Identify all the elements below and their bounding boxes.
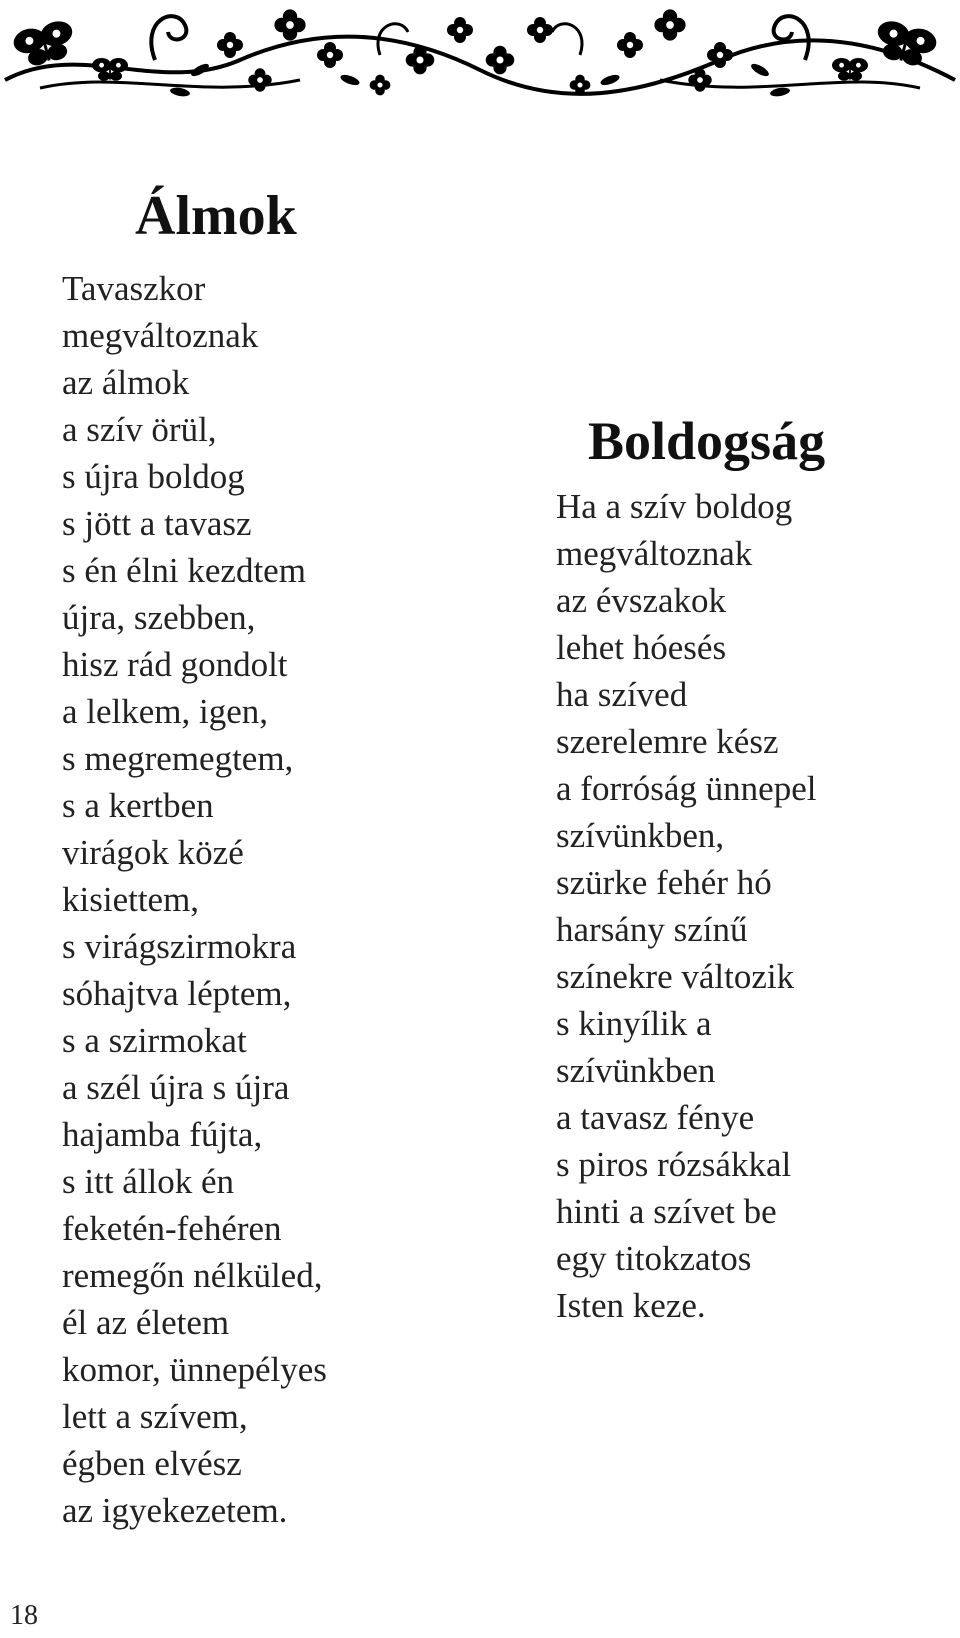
poem-line: komor, ünnepélyes xyxy=(62,1350,327,1389)
poem-line: szívünkben, xyxy=(556,816,725,855)
poem-line: a forróság ünnepel xyxy=(556,769,817,808)
poem-line: Tavaszkor xyxy=(62,269,206,308)
poem-line: s virágszirmokra xyxy=(62,927,297,966)
poem-title-almok: Álmok xyxy=(135,184,297,247)
poem-line: él az életem xyxy=(62,1303,230,1342)
poem-line: újra, szebben, xyxy=(62,598,256,637)
poem-line: s jött a tavasz xyxy=(62,504,252,543)
poem-line: hajamba fújta, xyxy=(62,1115,263,1154)
poem-line: remegőn nélküled, xyxy=(62,1256,323,1295)
poem-line: s a kertben xyxy=(62,786,214,825)
poem-line: s kinyílik a xyxy=(556,1004,712,1043)
page-number: 18 xyxy=(10,1600,38,1631)
poem-line: a szél újra s újra xyxy=(62,1068,290,1107)
poem-line: s a szirmokat xyxy=(62,1021,247,1060)
poem-line: megváltoznak xyxy=(556,534,753,573)
poem-line: megváltoznak xyxy=(62,316,259,355)
poem-line: harsány színű xyxy=(556,910,748,949)
poem-line: Isten keze. xyxy=(556,1286,706,1325)
poem-line: egy titokzatos xyxy=(556,1239,752,1278)
poem-line: Ha a szív boldog xyxy=(556,487,793,526)
floral-ornament-icon xyxy=(0,0,960,110)
poem-boldogsag-lines xyxy=(556,483,816,1329)
poem-line: s én élni kezdtem xyxy=(62,551,306,590)
poem-line: az igyekezetem. xyxy=(62,1491,288,1530)
poem-line: s itt állok én xyxy=(62,1162,235,1201)
poem-line: kisiettem, xyxy=(62,880,200,919)
poem-line: virágok közé xyxy=(62,833,244,872)
poem-line: a szív örül, xyxy=(62,410,217,449)
poem-line: színekre változik xyxy=(556,957,795,996)
poem-almok-lines xyxy=(62,265,327,1534)
poem-line: az álmok xyxy=(62,363,190,402)
poem-line: az évszakok xyxy=(556,581,727,620)
poem-line: s piros rózsákkal xyxy=(556,1145,792,1184)
poem-line: szerelemre kész xyxy=(556,722,779,761)
poem-line: szürke fehér hó xyxy=(556,863,772,902)
poem-line: lett a szívem, xyxy=(62,1397,248,1436)
poem-line: hisz rád gondolt xyxy=(62,645,288,684)
poem-line: égben elvész xyxy=(62,1444,242,1483)
poem-line: s megremegtem, xyxy=(62,739,294,778)
poem-line: a tavasz fénye xyxy=(556,1098,755,1137)
poem-line: szívünkben xyxy=(556,1051,716,1090)
poem-line: feketén-fehéren xyxy=(62,1209,282,1248)
poem-line: hinti a szívet be xyxy=(556,1192,777,1231)
poem-line: ha szíved xyxy=(556,675,688,714)
poem-line: lehet hóesés xyxy=(556,628,727,667)
poem-line: sóhajtva léptem, xyxy=(62,974,292,1013)
poem-title-boldogsag: Boldogság xyxy=(588,411,826,472)
poem-line: s újra boldog xyxy=(62,457,245,496)
poem-line: a lelkem, igen, xyxy=(62,692,269,731)
